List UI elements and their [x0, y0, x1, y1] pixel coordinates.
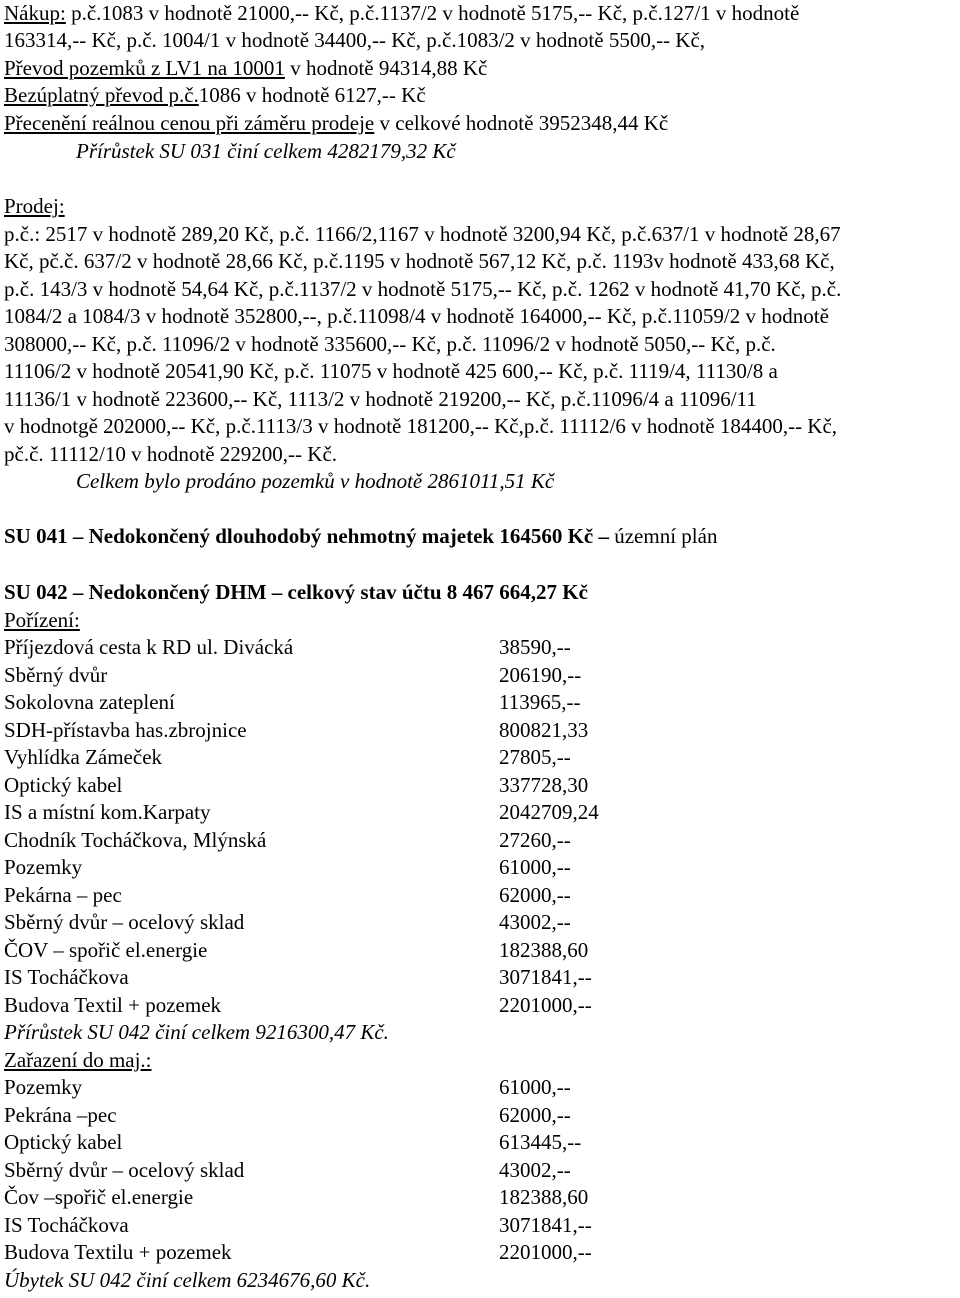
prodej-line: 11106/2 v hodnotě 20541,90 Kč, p.č. 11075 v hodnotě 425 600,-- Kč, p.č. 1119/4, 11130/8 a — [4, 359, 778, 383]
prodej-line: 308000,-- Kč, p.č. 11096/2 v hodnotě 335600,-- Kč, p.č. 11096/2 v hodnotě 5050,-- Kč, p.č. — [4, 332, 776, 356]
list-item-name: IS a místní kom.Karpaty — [4, 800, 211, 824]
list-item-value: 62000,-- — [499, 1102, 571, 1127]
bezuplatny-text: 1086 v hodnotě 6127,-- Kč — [198, 83, 426, 107]
list-item-name: Čov –spořič el.energie — [4, 1185, 194, 1209]
list-item-name: Pozemky — [4, 855, 83, 879]
list-item-name: SDH-přístavba has.zbrojnice — [4, 717, 247, 742]
list-item-name: IS Tocháčkova — [4, 965, 129, 989]
nakup-line-2: 163314,-- Kč, p.č. 1004/1 v hodnotě 34400,-- Kč, p.č.1083/2 v hodnotě 5500,-- Kč, — [4, 28, 706, 52]
prodej-line: v hodnotgě 202000,-- Kč, p.č.1113/3 v hodnotě 181200,-- Kč,p.č. 11112/6 v hodnotě 184400,-- Kč, — [4, 414, 838, 438]
list-item-name: ČOV – spořič el.energie — [4, 937, 208, 962]
list-item-value: 43002,-- — [499, 910, 571, 934]
list-item-name: Optický kabel — [4, 772, 123, 797]
list-item-name: Pozemky — [4, 1075, 83, 1099]
bezuplatny-line — [4, 82, 426, 108]
list-item-value: 337728,30 — [499, 772, 589, 797]
list-item-value: 113965,-- — [499, 690, 581, 714]
prodej-label: Prodej: — [4, 194, 65, 218]
prevod-line — [4, 55, 487, 81]
list-item-value: 38590,-- — [499, 635, 571, 659]
preceneni-line — [4, 110, 668, 136]
prodej-line: p.č. 143/3 v hodnotě 54,64 Kč, p.č.1137/2 v hodnotě 5175,-- Kč, p.č. 1262 v hodnotě 41,70 Kč, p.č. — [4, 277, 842, 301]
prevod-text: v hodnotě 94314,88 Kč — [284, 56, 488, 80]
list-item-value: 206190,-- — [499, 662, 582, 687]
su041-heading — [4, 523, 717, 549]
list-item-name: Budova Textil + pozemek — [4, 992, 222, 1017]
list-item-name: Pekrána –pec — [4, 1102, 117, 1127]
nakup-line-1-text: p.č.1083 v hodnotě 21000,-- Kč, p.č.1137/2 v hodnotě 5175,-- Kč, p.č.127/1 v hodnotě — [65, 1, 800, 25]
prodej-line: pč.č. 11112/10 v hodnotě 229200,-- Kč. — [4, 442, 338, 466]
list-item-value: 2042709,24 — [499, 800, 599, 824]
prodej-line: p.č.: 2517 v hodnotě 289,20 Kč, p.č. 1166/2,1167 v hodnotě 3200,94 Kč, p.č.637/1 v hodnotě 28,67 — [4, 222, 841, 246]
list-item-name: Příjezdová cesta k RD ul. Divácká — [4, 635, 294, 659]
list-item-value: 27260,-- — [499, 827, 571, 852]
list-item-name: Sběrný dvůr – ocelový sklad — [4, 1157, 245, 1182]
list-item-value: 800821,33 — [499, 717, 589, 742]
list-item-value: 3071841,-- — [499, 1212, 592, 1237]
list-item-name: Sběrný dvůr – ocelový sklad — [4, 910, 245, 934]
list-item-value: 62000,-- — [499, 882, 571, 907]
list-item-name: Sokolovna zateplení — [4, 690, 175, 714]
list-item-value: 2201000,-- — [499, 992, 592, 1017]
list-item-value: 61000,-- — [499, 1075, 571, 1099]
list-item-value: 182388,60 — [499, 1185, 589, 1209]
list-item-value: 2201000,-- — [499, 1240, 592, 1264]
list-item-value: 613445,-- — [499, 1130, 582, 1154]
list-item-name: Vyhlídka Zámeček — [4, 745, 163, 769]
list-item-name: Pekárna – pec — [4, 882, 122, 907]
zarazeni-label: Zařazení do maj.: — [4, 1048, 152, 1072]
su041-title: SU 041 – Nedokončený dlouhodobý nehmotný majetek 164560 Kč – — [4, 524, 609, 548]
list-item-value: 182388,60 — [499, 937, 589, 962]
porizeni-label: Pořízení: — [4, 608, 80, 632]
list-item-name: Optický kabel — [4, 1130, 123, 1154]
prodej-celkem: Celkem bylo prodáno pozemků v hodnotě 2861011,51 Kč — [76, 469, 555, 493]
su041-note: územní plán — [608, 524, 718, 548]
list-item-value: 43002,-- — [499, 1157, 571, 1182]
list-item-value: 3071841,-- — [499, 965, 592, 989]
preceneni-label: Přecenění reálnou cenou při záměru prodeje — [4, 111, 375, 135]
list-item-value: 61000,-- — [499, 855, 571, 879]
su042-heading: SU 042 – Nedokončený DHM – celkový stav účtu 8 467 664,27 Kč — [4, 580, 588, 604]
prevod-label: Převod pozemků z LV1 na 10001 — [4, 56, 285, 80]
prodej-line: 11136/1 v hodnotě 223600,-- Kč, 1113/2 v hodnotě 219200,-- Kč, p.č.11096/4 a 11096/11 — [4, 387, 757, 411]
nakup-label: Nákup: — [4, 1, 66, 25]
preceneni-text: v celkové hodnotě 3952348,44 Kč — [374, 111, 669, 135]
prodej-line: 1084/2 a 1084/3 v hodnotě 352800,--, p.č.11098/4 v hodnotě 164000,-- Kč, p.č.11059/2 v hodnotě — [4, 304, 829, 328]
ubytek-su042: Úbytek SU 042 činí celkem 6234676,60 Kč. — [4, 1268, 371, 1292]
prirustek-su042: Přírůstek SU 042 činí celkem 9216300,47 Kč. — [4, 1020, 389, 1044]
nakup-line-1 — [4, 0, 799, 26]
list-item-name: IS Tocháčkova — [4, 1212, 129, 1237]
prirustek-su031: Přírůstek SU 031 činí celkem 4282179,32 Kč — [76, 139, 456, 163]
bezuplatny-label: Bezúplatný převod p.č. — [4, 83, 199, 107]
list-item-name: Chodník Tocháčkova, Mlýnská — [4, 827, 267, 852]
prodej-line: Kč, pč.č. 637/2 v hodnotě 28,66 Kč, p.č.1195 v hodnotě 567,12 Kč, p.č. 1193v hodnotě 433,68 Kč, — [4, 249, 835, 273]
list-item-name: Sběrný dvůr — [4, 662, 108, 687]
list-item-name: Budova Textilu + pozemek — [4, 1240, 232, 1264]
list-item-value: 27805,-- — [499, 745, 571, 769]
